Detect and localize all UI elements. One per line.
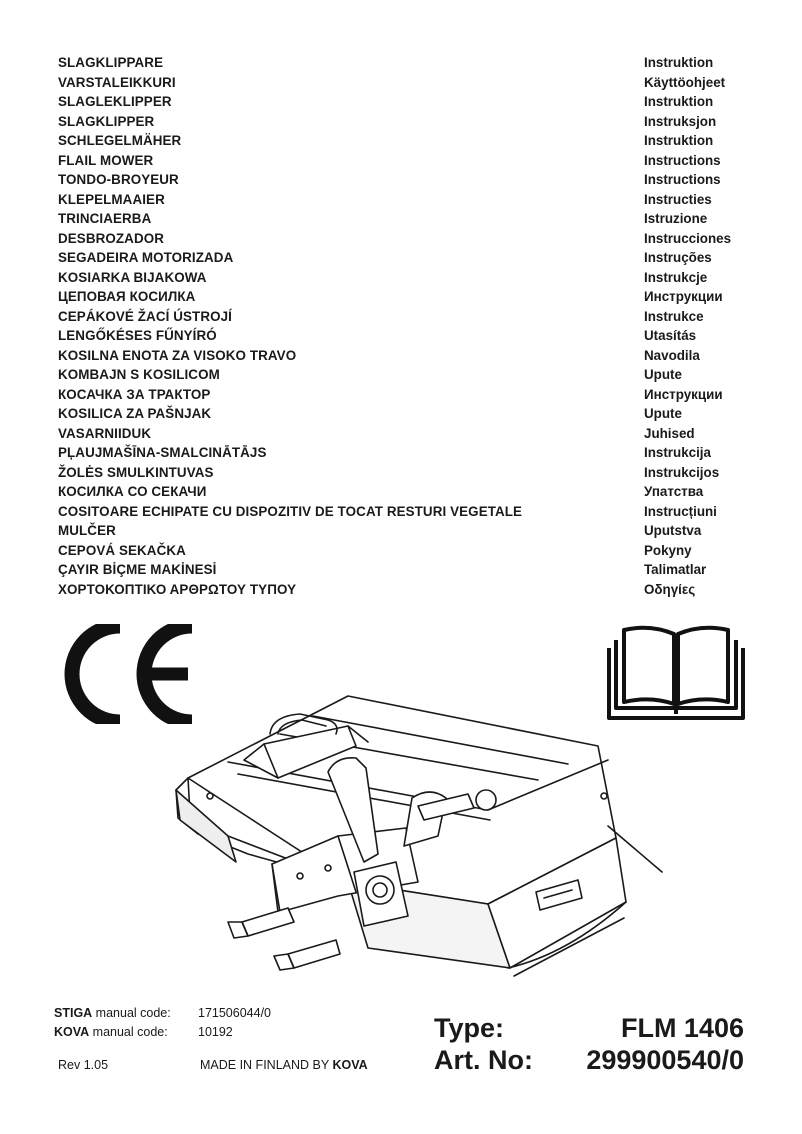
- kova-code-label: manual code:: [89, 1025, 168, 1039]
- product-name: TRINCIAERBA: [58, 211, 152, 226]
- instruction-word: Instrukce: [644, 308, 704, 324]
- language-row: [58, 131, 748, 151]
- instruction-word: Упатства: [644, 484, 704, 499]
- language-row: [58, 248, 748, 268]
- instruction-word: Инструкции: [644, 386, 723, 402]
- language-row: [58, 209, 748, 229]
- product-name: КОСАЧКА ЗА ТРАКТОР: [58, 386, 211, 402]
- made-by-brand: KOVA: [332, 1058, 368, 1072]
- product-name: КОСИЛКА СО СЕКАЧИ: [58, 484, 207, 499]
- language-row: [58, 404, 748, 424]
- product-name: ÇAYIR BİÇME MAKİNESİ: [58, 562, 217, 577]
- instruction-word: Instructions: [644, 172, 721, 187]
- language-row: [58, 268, 748, 288]
- type-label: Type:: [434, 1013, 505, 1043]
- product-name: COSITOARE ECHIPATE CU DISPOZITIV DE TOCAT RESTURI VEGETALE: [58, 503, 523, 519]
- kova-code-value: 10192: [198, 1025, 233, 1039]
- instruction-word: Instruktion: [644, 55, 714, 70]
- instruction-word: Instruktion: [644, 133, 714, 148]
- language-row: [58, 365, 748, 385]
- product-name: ЦЕПОВАЯ КОСИЛКА: [58, 289, 196, 304]
- made-in: [200, 1058, 368, 1072]
- instruction-word: Instruktion: [644, 94, 714, 109]
- language-row: [58, 190, 748, 210]
- type-value: FLM 1406: [620, 1013, 744, 1043]
- instruction-word: Инструкции: [644, 289, 723, 304]
- product-name: CEPÁKOVÉ ŽACÍ ÚSTROJÍ: [58, 308, 232, 324]
- product-name: MULČER: [58, 523, 116, 538]
- language-row: [58, 112, 748, 132]
- instruction-word: Instrucțiuni: [644, 503, 717, 519]
- product-name: KOSIARKA BIJAKOWA: [58, 269, 207, 285]
- revision: Rev 1.05: [58, 1058, 109, 1072]
- manual-codes: [54, 1004, 271, 1042]
- product-name: SLAGLEKLIPPER: [58, 94, 172, 109]
- instruction-word: Instrukcija: [644, 445, 711, 460]
- type-block: [434, 1012, 744, 1076]
- product-name: SLAGKLIPPARE: [58, 55, 164, 70]
- language-row: [58, 502, 748, 522]
- language-row: [58, 307, 748, 327]
- language-row: [58, 326, 748, 346]
- language-row: [58, 53, 748, 73]
- art-label: Art. No:: [434, 1045, 533, 1075]
- instruction-word: Instructions: [644, 152, 721, 168]
- instruction-word: Instruksjon: [644, 113, 717, 129]
- product-name: VASARNIIDUK: [58, 425, 152, 441]
- product-name: SLAGKLIPPER: [58, 113, 155, 129]
- language-row: [58, 346, 748, 366]
- product-name: FLAIL MOWER: [58, 152, 154, 168]
- product-name: SCHLEGELMÄHER: [58, 133, 182, 148]
- instruction-word: Οδηγίες: [644, 581, 696, 597]
- made-in-text: MADE IN FINLAND BY: [200, 1058, 333, 1072]
- product-name: PĻAUJMAŠĪNA-SMALCINĀTĀJS: [58, 445, 267, 460]
- language-row: [58, 287, 748, 307]
- product-name: CEPOVÁ SEKAČKA: [58, 542, 186, 558]
- instruction-word: Pokyny: [644, 542, 692, 558]
- instruction-word: Utasítás: [644, 328, 697, 343]
- art-value: 299900540/0: [586, 1045, 744, 1075]
- product-name: ΧΟΡΤΟΚΟΠΤΙΚΟ ΑΡΘΡΩΤΟΥ ΤΥΠΟΥ: [58, 581, 297, 597]
- flail-mower-illustration: [168, 686, 668, 991]
- language-row: [58, 443, 748, 463]
- instruction-word: Talimatlar: [644, 562, 707, 577]
- instruction-word: Upute: [644, 367, 682, 382]
- language-row: [58, 424, 748, 444]
- language-row: [58, 521, 748, 541]
- instruction-word: Juhised: [644, 425, 695, 441]
- product-name: TONDO-BROYEUR: [58, 172, 179, 187]
- language-row: [58, 73, 748, 93]
- language-row: [58, 482, 748, 502]
- instruction-word: Instructies: [644, 191, 712, 207]
- language-row: [58, 170, 748, 190]
- product-name: KOMBAJN S KOSILICOM: [58, 367, 220, 382]
- stiga-code-line: [54, 1004, 271, 1023]
- kova-code-line: [54, 1023, 271, 1042]
- instruction-word: Käyttöohjeet: [644, 74, 726, 90]
- stiga-brand: STIGA: [54, 1006, 93, 1020]
- instruction-word: Upute: [644, 406, 682, 421]
- instruction-word: Istruzione: [644, 211, 708, 226]
- instruction-word: Instrukcje: [644, 269, 708, 285]
- language-row: [58, 229, 748, 249]
- language-row: [58, 560, 748, 580]
- language-row: [58, 385, 748, 405]
- language-row: [58, 92, 748, 112]
- language-row: [58, 580, 748, 600]
- language-row: [58, 151, 748, 171]
- product-name: LENGŐKÉSES FŰNYÍRÓ: [58, 328, 217, 343]
- language-list: [58, 53, 748, 599]
- stiga-code-value: 171506044/0: [198, 1006, 271, 1020]
- stiga-code-label: manual code:: [92, 1006, 171, 1020]
- kova-brand: KOVA: [54, 1025, 90, 1039]
- product-name: VARSTALEIKKURI: [58, 74, 176, 90]
- product-name: SEGADEIRA MOTORIZADA: [58, 250, 234, 265]
- instruction-word: Instruções: [644, 250, 712, 265]
- product-name: KOSILICA ZA PAŠNJAK: [58, 406, 212, 421]
- product-name: KLEPELMAAIER: [58, 191, 165, 207]
- language-row: [58, 463, 748, 483]
- instruction-word: Uputstva: [644, 523, 702, 538]
- product-name: DESBROZADOR: [58, 230, 164, 246]
- instruction-word: Navodila: [644, 347, 700, 363]
- instruction-word: Instrucciones: [644, 230, 732, 246]
- instruction-word: Instrukcijos: [644, 464, 720, 480]
- product-name: KOSILNA ENOTA ZA VISOKO TRAVO: [58, 347, 297, 363]
- product-name: ŽOLĖS SMULKINTUVAS: [58, 464, 214, 480]
- language-row: [58, 541, 748, 561]
